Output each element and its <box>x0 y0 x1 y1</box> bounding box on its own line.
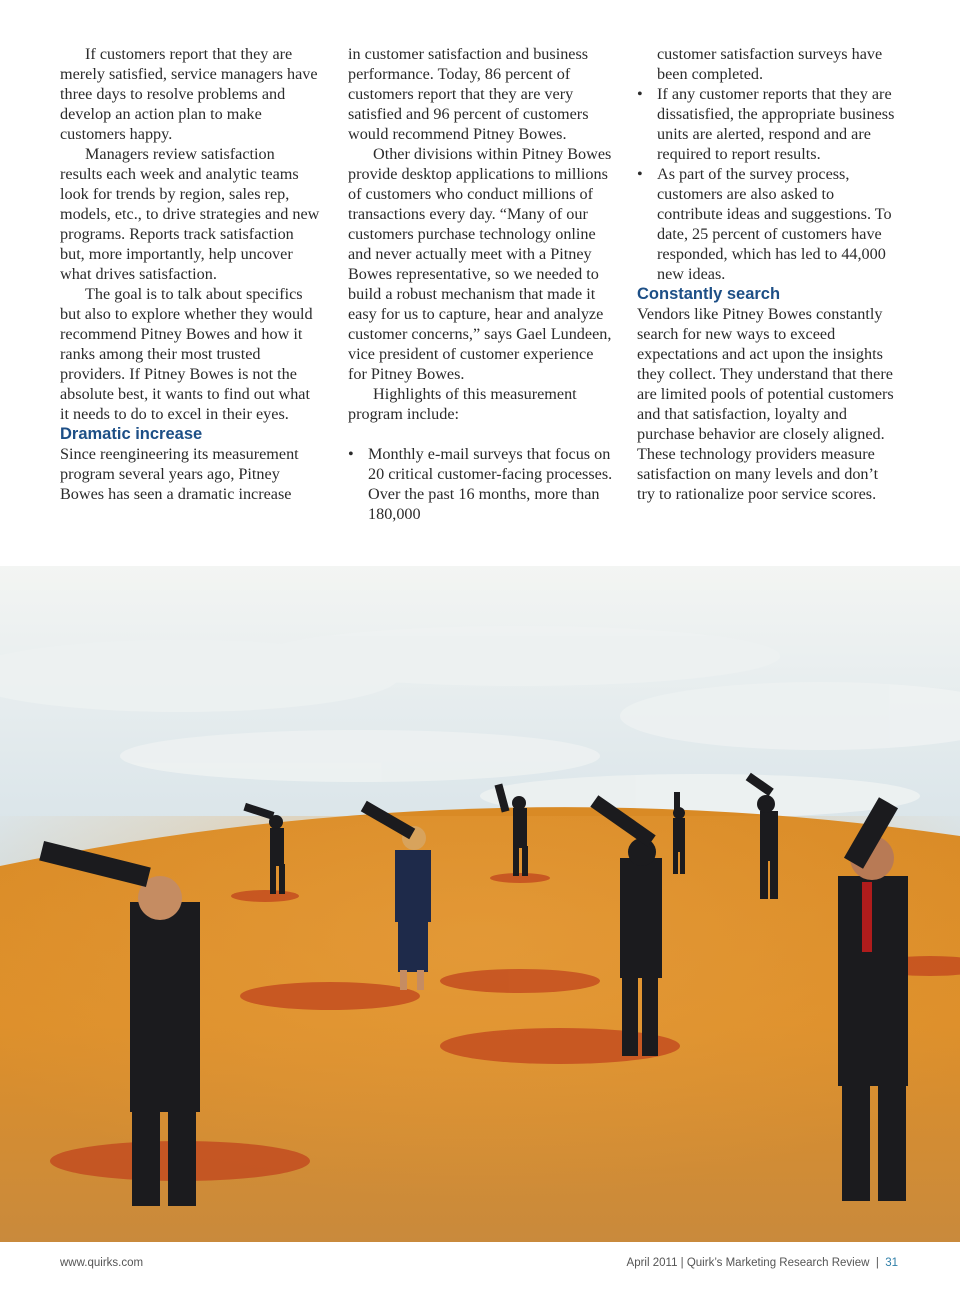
bullet-item <box>637 84 900 164</box>
section-heading-constantly-search: Constantly search <box>637 285 781 303</box>
page-number: 31 <box>885 1257 898 1269</box>
column-2 <box>348 44 614 524</box>
paragraph: The goal is to talk about specifics but also to explore whether they would recommend Pitney Bowes and how it ranks among their most trusted providers. If Pitney Bowes is not the absolute best, it wants to find out what it needs to do to excel in their eyes. <box>60 285 313 423</box>
bullet-icon: • <box>637 165 643 183</box>
bullet-icon: • <box>637 85 643 103</box>
bullet-item <box>348 444 614 524</box>
bullet-item <box>637 164 900 284</box>
paragraph: Managers review satisfaction results each week and analytic teams look for trends by region, sales rep, models, etc., to drive strategies and new programs. Reports track satisfaction but, more importantly, help uncover what drives satisfaction. <box>60 145 320 283</box>
bullet-text: As part of the survey process, customers are also asked to contribute ideas and suggestions. To date, 25 percent of customers have responded, which has led to 44,000 new ideas. <box>657 165 892 283</box>
column-3 <box>637 44 900 504</box>
paragraph: Vendors like Pitney Bowes constantly search for new ways to exceed expectations and act upon the insights they collect. They understand that there are limited pools of potential customers and that satisfaction, loyalty and purchase behavior are closely aligned. These technology providers measure satisfaction on many levels and don’t try to rationalize poor service scores. <box>637 305 894 503</box>
paragraph: in customer satisfaction and business performance. Today, 86 percent of customers report that they are very satisfied and 96 percent of customers would recommend Pitney Bowes. <box>348 45 589 143</box>
footer-publication <box>627 1257 898 1269</box>
column-1 <box>60 44 320 504</box>
illustration <box>0 566 960 1242</box>
bullet-text: If any customer reports that they are dissatisfied, the appropriate business units are alerted, respond and are required to report results. <box>657 85 895 163</box>
bullet-text: Monthly e-mail surveys that focus on 20 critical customer-facing processes. Over the past 16 months, more than 180,000 <box>368 445 613 523</box>
paragraph: Since reengineering its measurement program several years ago, Pitney Bowes has seen a dramatic increase <box>60 445 299 503</box>
footer-separator: | <box>875 1257 879 1269</box>
paragraph: If customers report that they are merely satisfied, service managers have three days to resolve problems and develop an action plan to make customers happy. <box>60 45 318 143</box>
paragraph: Other divisions within Pitney Bowes provide desktop applications to millions of customers who conduct millions of transactions every day. “Many of our customers purchase technology online and never actually meet with a Pitney Bowes representative, so we needed to build a robust mechanism that made it easy for us to capture, hear and analyze customer concerns,” says Gael Lundeen, vice president of customer experience for Pitney Bowes. <box>348 145 612 383</box>
footer-issue: April 2011 | Quirk’s Marketing Research Review <box>626 1257 870 1269</box>
bullet-icon: • <box>348 445 354 463</box>
section-heading-dramatic-increase: Dramatic increase <box>60 425 203 443</box>
footer-url: www.quirks.com <box>60 1257 144 1269</box>
paragraph: Highlights of this measurement program include: <box>348 385 577 423</box>
bullet-continuation: customer satisfaction surveys have been completed. <box>657 45 883 83</box>
